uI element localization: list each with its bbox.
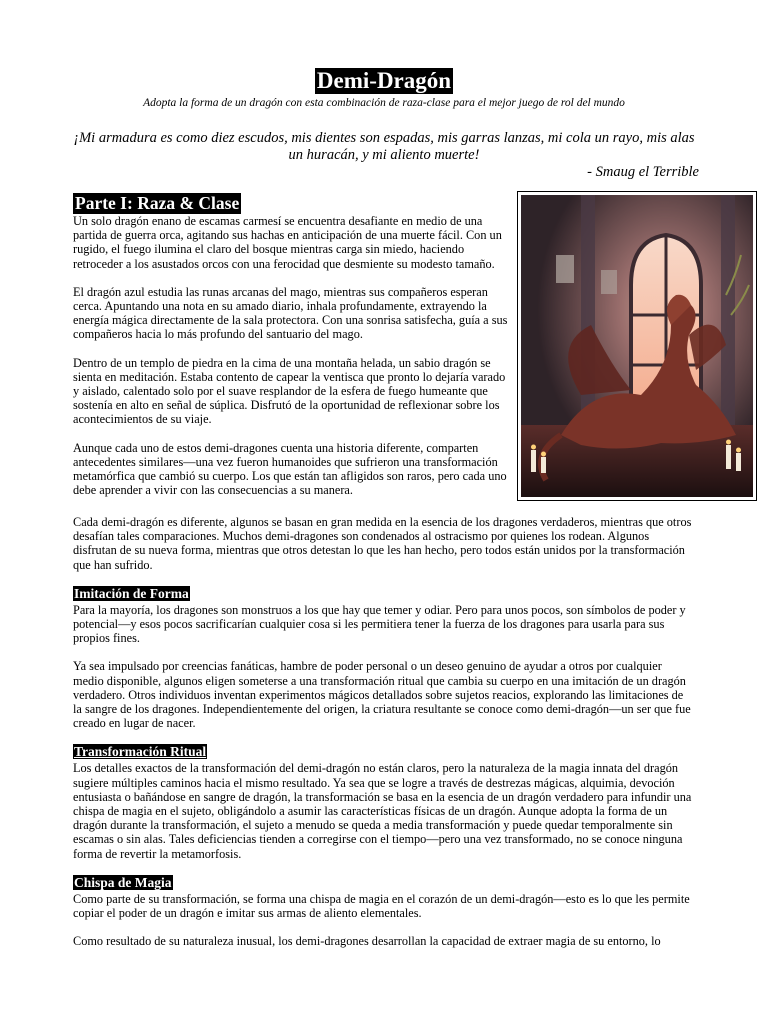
paragraph: Cada demi-dragón es diferente, algunos se basan en gran medida en la esencia de los dragones verdaderos, mientras que otros desafían tales comparaciones. Muchos demi-dragones son condenados al ostracismo por quienes los rodean. Algunos disfrutan de su nueva forma, mientras que otros detestan lo que les han hecho, pero todos están unidos por la transformación que han sufrido.	[73, 515, 692, 572]
section-form-imitation	[73, 572, 695, 731]
title-block	[73, 68, 695, 94]
paragraph: Dentro de un templo de piedra en la cima de una montaña helada, un sabio dragón se sienta en meditación. Estaba contento de capear la ventisca que pronto lo dejaría varado y aislado, calentado solo por el suave resplandor de la esfera de fuego humeante que sostenía en alto en señal de súplica. Disfrutó de la oportunidad de reflexionar sobre los acontecimientos de su viaje.	[73, 355, 506, 427]
paragraph: Ya sea impulsado por creencias fanáticas, hambre de poder personal o un deseo genuino de ayudar a otros por cualquier medio disponible, algunos eligen someterse a una transformación ritual que cambia su cuerpo en una imitación de un dragón verdadero. Otros individuos inventan experimentos mágicos detallados sobre sujetos reacios, explorando las limitaciones de la sangre de los dragones. Independientemente del origen, la criatura resultante se conoce como demi-dragón—un ser que fue creado en lugar de nacer.	[73, 659, 691, 731]
section-heading: Chispa de Magia	[74, 874, 172, 890]
paragraph: Los detalles exactos de la transformación del demi-dragón no están claros, pero la naturaleza de la magia innata del dragón sugiere múltiples caminos hacia el mismo resultado. Ya sea que se logre a través de destrezas mágicas, alquimia, devoción entusiasta o bañándose en sangre de dragón, la transformación se basa en la esencia de un dragón verdadero para infundir una chispa de magia en el sujeto, obligándolo a asumir las características físicas de un dragón. Aunque adopta la forma de un dragón durante la transformación, el sujeto a menudo se queda a media transformación y puede quedar temporalmente sin escamas o sin alas. Tales deficiencias tienden a corregirse con el tiempo—pero una vez transformado, no se conoce ninguna forma de revertir la metamorfosis.	[73, 761, 692, 861]
epigraph-attribution: - Smaug el Terrible	[587, 164, 699, 180]
paragraph: Un solo dragón enano de escamas carmesí se encuentra desafiante en medio de una partida de guerra orca, agitando sus hachas en anticipación de una muerte fácil. Con un rugido, el fuego ilumina el claro del bosque mientras carga sin miedo, haciendo retroceder a los asustados orcos con una ferocidad que desmiente su modesto tamaño.	[73, 214, 502, 271]
part-one-heading: Parte I: Raza & Clase	[75, 193, 240, 213]
part-one-top	[73, 191, 695, 501]
section-ritual-transformation	[73, 730, 695, 860]
paragraph: Como parte de su transformación, se forma una chispa de magia en el corazón de un demi-dragón—esto es lo que les permite copiar el poder de un dragón e imitar sus armas de aliento elementales.	[73, 891, 690, 921]
document-page	[73, 68, 699, 949]
section-magic-spark	[73, 861, 695, 949]
dragon-illustration-frame	[517, 191, 757, 501]
dragon-illustration-icon	[521, 195, 753, 497]
paragraph: Aunque cada uno de estos demi-dragones cuenta una historia diferente, comparten antecedentes similares—una vez fueron humanoides que sufrieron una transformación metamórfica que cambió su cuerpo. Los que están tan afligidos son raros, pero cada uno debe aprender a vivir con las consecuencias a su manera.	[73, 440, 507, 498]
section-heading: Transformación Ritual	[74, 744, 207, 760]
paragraph: Como resultado de su naturaleza inusual, los demi-dragones desarrollan la capacidad de extraer magia de su entorno, lo	[73, 934, 661, 949]
paragraph: Para la mayoría, los dragones son monstruos a los que hay que temer y odiar. Pero para unos pocos, son símbolos de poder y potencial—y esos pocos sacrificarían cualquier cosa si les permitiera tener la fuerza de los dragones para usarla para sus propios fines.	[73, 602, 686, 646]
page-title: Demi-Dragón	[316, 68, 452, 93]
page-subtitle: Adopta la forma de un dragón con esta combinación de raza-clase para el mejor juego de rol del mundo	[143, 97, 625, 109]
section-heading: Imitación de Forma	[74, 585, 189, 601]
part-one-column	[73, 191, 513, 497]
epigraph-quote: ¡Mi armadura es como diez escudos, mis dientes son espadas, mis garras lanzas, mi cola un rayo, mis alas un huracán, y mi aliento muerte!	[73, 130, 695, 163]
paragraph: El dragón azul estudia las runas arcanas del mago, mientras sus compañeros esperan cerca. Apuntando una nota en su amado diario, inhala profundamente, extrayendo la energía mágica directamente de la sala protectora. Con una sonrisa satisfecha, guía a sus compañeros hacia lo más profundo del santuario del mago.	[73, 284, 508, 342]
